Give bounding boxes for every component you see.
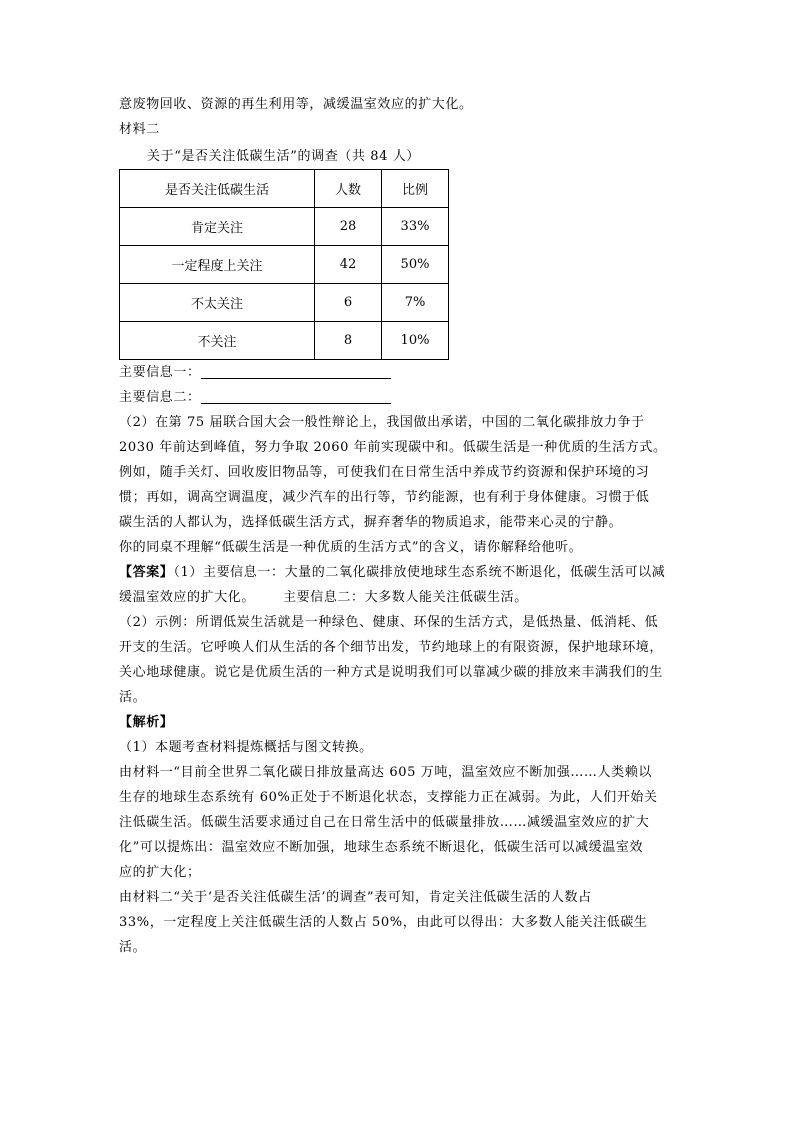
analysis-tag: 【解析】 xyxy=(119,715,174,730)
table-header-row xyxy=(120,170,449,208)
table-cell: 6 xyxy=(315,284,382,322)
question-two-line: 惯；再如，调高空调温度，减少汽车的出行等，节约能源，也有利于身体健康。习惯于低 xyxy=(119,490,650,505)
table-row xyxy=(120,246,449,284)
table-cell: 一定程度上关注 xyxy=(120,246,315,284)
analysis-line: （1）本题考查材料提炼概括与图文转换。 xyxy=(119,740,373,755)
table-cell: 10% xyxy=(382,322,449,360)
table-cell: 7% xyxy=(382,284,449,322)
table-row xyxy=(120,322,449,360)
question-two-line: 碳生活的人都认为，选择低碳生活方式，摒弃奢华的物质追求，能带来心灵的宁静。 xyxy=(119,515,623,530)
analysis-line: 由材料一“目前全世界二氧化碳日排放量高达 605 万吨，温室效应不断加强……人类赖以 xyxy=(119,765,652,780)
analysis-line: 应的扩大化； xyxy=(119,865,201,880)
table-cell: 33% xyxy=(382,208,449,246)
analysis-line: 生存的地球生态系统有 60%正处于不断退化状态，支撑能力正在减弱。为此，人们开始关 xyxy=(119,790,658,805)
answer-text: （1）主要信息一：大量的二氧化碳排放使地球生态系统不断退化，低碳生活可以减 xyxy=(173,565,666,580)
table-header-cell: 是否关注低碳生活 xyxy=(120,170,315,208)
material-two-heading: 材料二 xyxy=(119,122,160,137)
table-cell: 50% xyxy=(382,246,449,284)
answer-line: 关心地球健康。说它是优质生活的一种方式是说明我们可以靠减少碳的排放来丰满我们的生 xyxy=(119,665,664,680)
answer-line: 活。 xyxy=(119,690,147,705)
info-two-line xyxy=(119,385,689,410)
table-cell: 28 xyxy=(315,208,382,246)
table-header-cell: 比例 xyxy=(382,170,449,208)
answer-text: 主要信息二：大多数人能关注低碳生活。 xyxy=(283,590,528,605)
document-body xyxy=(119,92,689,960)
analysis-line: 化”可以提炼出：温室效应不断加强，地球生态系统不断退化，低碳生活可以减缓温室效 xyxy=(119,840,644,855)
answer-line: （2）示例：所谓低炭生活就是一种绿色、健康、环保的生活方式，是低热量、低消耗、低 xyxy=(119,615,659,630)
answer-line: 开支的生活。它呼唤人们从生活的各个细节出发，节约地球上的有限资源，保护地球环境， xyxy=(119,640,664,655)
analysis-line: 由材料二“关于‘是否关注低碳生活’的调查”表可知，肯定关注低碳生活的人数占 xyxy=(119,890,592,905)
survey-table xyxy=(119,169,449,360)
table-header-cell: 人数 xyxy=(315,170,382,208)
table-row xyxy=(120,208,449,246)
answer-tag: 【答案】 xyxy=(119,565,174,580)
info-one-line xyxy=(119,360,689,385)
answer-line xyxy=(119,560,689,585)
info-one-label: 主要信息一： xyxy=(119,365,201,380)
info-two-label: 主要信息二： xyxy=(119,390,201,405)
text-line: 意废物回收、资源的再生利用等，减缓温室效应的扩大化。 xyxy=(119,97,473,112)
table-cell: 不太关注 xyxy=(120,284,315,322)
analysis-line: 活。 xyxy=(119,940,147,955)
question-two-line: 你的同桌不理解“低碳生活是一种优质的生活方式”的含义，请你解释给他听。 xyxy=(119,540,583,555)
analysis-line: 33%，一定程度上关注低碳生活的人数占 50%，由此可以得出：大多数人能关注低碳生 xyxy=(119,915,648,930)
table-cell: 42 xyxy=(315,246,382,284)
question-two-line: 2030 年前达到峰值，努力争取 2060 年前实现碳中和。低碳生活是一种优质的生活方式。 xyxy=(119,440,667,455)
analysis-line: 注低碳生活。低碳生活要求通过自己在日常生活中的低碳量排放……减缓温室效应的扩大 xyxy=(119,815,650,830)
answer-line xyxy=(119,585,689,610)
answer-blank-two[interactable] xyxy=(201,387,391,404)
answer-blank-one[interactable] xyxy=(201,362,391,379)
table-title: 关于“是否关注低碳生活”的调查（共 84 人） xyxy=(147,149,420,164)
table-cell: 肯定关注 xyxy=(120,208,315,246)
table-row xyxy=(120,284,449,322)
table-cell: 不关注 xyxy=(120,322,315,360)
answer-text: 缓温室效应的扩大化。 xyxy=(119,590,256,605)
question-two-line: 例如，随手关灯、回收废旧物品等，可使我们在日常生活中养成节约资源和保护环境的习 xyxy=(119,465,650,480)
table-cell: 8 xyxy=(315,322,382,360)
question-two-line: （2）在第 75 届联合国大会一般性辩论上，我国做出承诺，中国的二氧化碳排放力争于 xyxy=(119,415,645,430)
